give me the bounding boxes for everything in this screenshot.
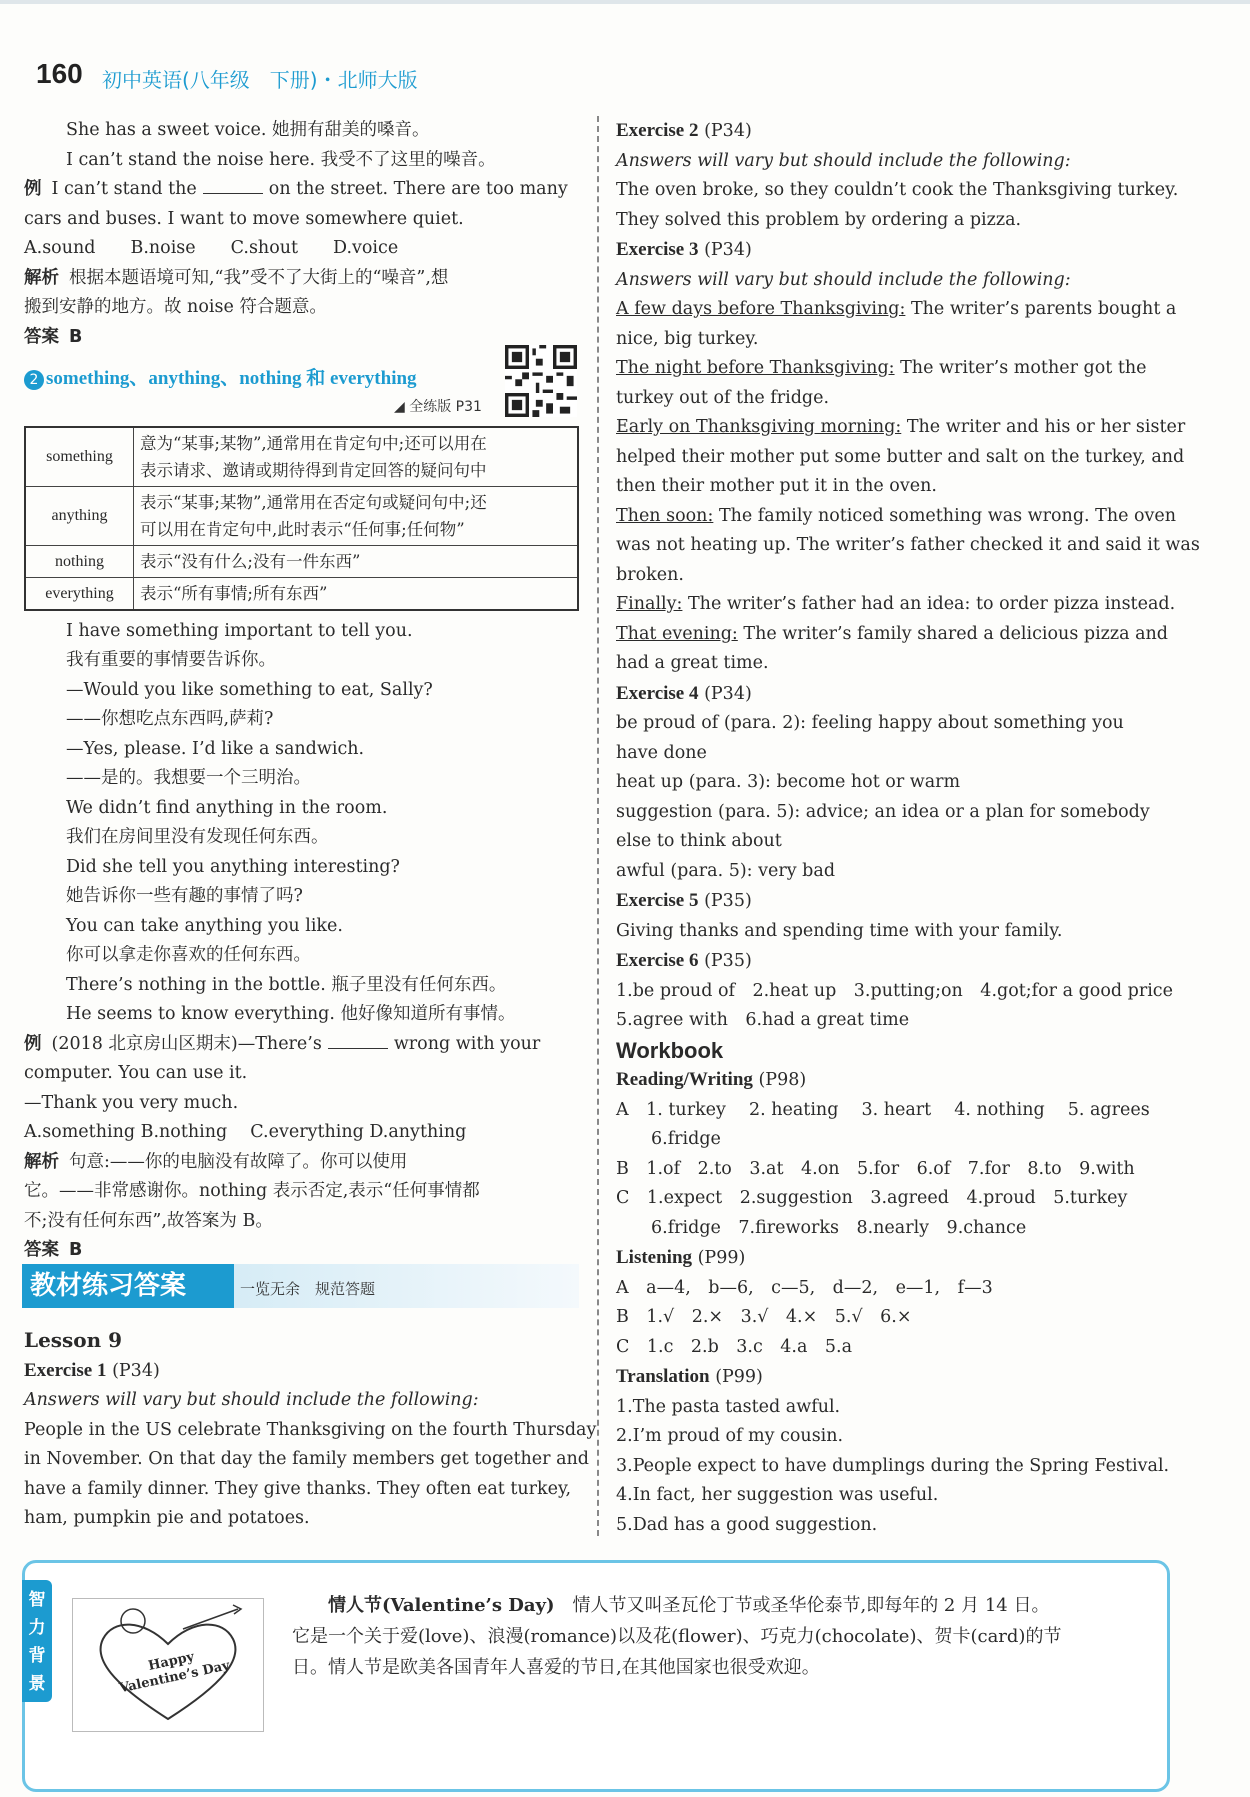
side-tag: 智力背景 [22,1580,52,1702]
table-row: anything 表示“某事;某物”,通常用在否定句或疑问句中;还 可以用在肯定句中,此时表示“任何事;任何物” [25,486,578,545]
example-line: ——是的。我想要一个三明治。 [66,768,311,788]
exercise-note: Answers will vary but should include the following: [616,269,1071,290]
exercise-heading: Exercise 1 (P34) [24,1359,160,1381]
analysis: 解析 根据本题语境可知,“我”受不了大街上的“噪音”,想 [24,267,449,288]
answer-blank [203,179,263,194]
banner-subtitle: 一览无余 规范答题 [240,1280,376,1298]
timeline-item: That evening: The writer’s family shared a delicious pizza and [616,623,1169,644]
answer: 答案 B [24,1240,83,1260]
answer-blank [328,1034,388,1049]
intro-line: She has a sweet voice. 她拥有甜美的嗓音。 [66,120,430,140]
example-line: We didn’t find anything in the room. [66,797,388,818]
example-options: A.something B.nothing C.everything D.anything [24,1122,467,1142]
exercise-heading: Exercise 3 (P34) [616,239,752,260]
example-line: —Yes, please. I’d like a sandwich. [66,738,365,759]
examples-list [24,617,579,1030]
column-divider [597,116,599,1536]
exercise-heading: Exercise 5 (P35) [616,890,752,911]
exercise-heading: Reading/Writing (P98) [616,1069,807,1090]
answer-line: They solved this problem by ordering a pizza. [616,209,1022,230]
analysis-cont: 不;没有任何东西”,故答案为 B。 [24,1210,273,1231]
timeline-item: The night before Thanksgiving: The writer’s mother got the [616,358,1147,378]
background-title: 情人节(Valentine’s Day) [328,1595,555,1616]
analysis-cont: 搬到安静的地方。故 noise 符合题意。 [24,297,327,317]
timeline-item: A few days before Thanksgiving: The writer’s parents bought a [616,299,1177,319]
reference: ◢ 全练版 P31 [394,398,482,415]
example-line: There’s nothing in the bottle. 瓶子里没有任何东西。 [66,974,507,995]
valentine-image [72,1598,264,1732]
example-line: 我们在房间里没有发现任何东西。 [66,827,329,847]
example-line: ——你想吃点东西吗,萨莉? [66,709,274,729]
image-caption: Happy Valentine’s Day [118,1649,232,1697]
exercise-note: Answers will vary but should include the following: [24,1390,479,1410]
exercise-note: Answers will vary but should include the following: [616,150,1071,171]
lesson-block: Lesson 9 Exercise 1 (P34) Answers will vary but should include the following: People in the US celebrate Thanksgiving on the fourth Thursday in November. On that day the family members get together and have a family dinner. They give thanks. They often eat turkey, ham, pumpkin pie and potatoes. [24,1328,597,1528]
right-column: Exercise 2 (P34) Answers will vary but should include the following: The oven broke, so they couldn’t cook the Thanksgiving turkey. They solved this problem by ordering a pizza. Exercise 3 (P34) Answers will vary but should include the following: A few days before Thanksgiving: The writer’s parents bought a nice, big turkey. The night before Thanksgiving: The writer’s mother got the turkey out of the fridge. Early on Thanksgiving morning: The writer and his or her sister helped their mother put some butter and salt on the turkey, and then their mother put it in the oven. Then soon: The family noticed something was wrong. The oven was not heating up. The writer’s father checked it and said it was broken. Finally: The writer’s father had an idea: to order pizza instead. That evening: The writer’s family shared a delicious pizza and had a great time. Exercise 4 (P34) be proud of (para. 2): feeling happy about something you have done heat up (para. 3): become hot or warm suggestion (para. 5): advice; an idea or a plan for somebody else to think about awful (para. 5): very bad Exercise 5 (P35) Giving thanks and spending time with your family. Exercise 6 (P35) 1.be proud of 2.heat up 3.putting;on 4.got;for a good price 5.agree with 6.had a great time Workbook Reading/Writing (P98) A 1. turkey 2. heating 3. heart 4. nothing 5. agrees 6.fridge B 1.of 2.to 3.at 4.on 5.for 6.of 7.for 8.to 9.with C 1.expect 2.suggestion 3.agreed 4.proud 5.turkey 6.fridge 7.fireworks 8.nearly 9.chance Listening (P99) A a—4, b—6, c—5, d—2, e—1, f—3 B 1.√ 2.× 3.√ 4.× 5.√ 6.× C 1.c 2.b 3.c 4.a 5.a Translation (P99) 1.The pasta tasted awful. 2.I’m proud of my cousin. 3.People expect to have dumplings during the Spring Festival. 4.In fact, her suggestion was useful. 5.Dad has a good suggestion. [616,116,1168,1540]
section-number: 2 [24,370,44,390]
exercise-heading: Exercise 2 (P34) [616,120,752,141]
timeline-item: Finally: The writer’s father had an idea: to order pizza instead. [616,594,1176,614]
timeline-item: Early on Thanksgiving morning: The writer and his or her sister [616,417,1186,437]
example-question-cont: —Thank you very much. [24,1092,239,1113]
example-question: 例 I can’t stand the on the street. There are too many [24,179,568,199]
top-border [0,0,1250,4]
example-options: A.sound B.noise C.shout D.voice [24,238,399,258]
section-heading: 2 something、anything、nothing 和 everything [24,364,579,395]
answer: 答案 B [24,326,83,347]
example-line: 我有重要的事情要告诉你。 [66,650,276,670]
table-row: something 意为“某事;某物”,通常用在肯定句中;还可以用在 表示请求、邀请或期待得到肯定回答的疑问句中 [25,427,578,487]
left-column [24,116,579,1266]
example-line: I have something important to tell you. [66,620,413,641]
table-row: everything 表示“所有事情;所有东西” [25,577,578,610]
example-line: 她告诉你一些有趣的事情了吗? [66,886,303,906]
example-question: 例 (2018 北京房山区期末)—There’s wrong with your [24,1033,541,1054]
vocab-table [24,426,579,611]
example-line: He seems to know everything. 他好像知道所有事情。 [66,1004,516,1024]
background-paragraph: 情人节(Valentine’s Day) 情人节又叫圣瓦伦丁节或圣华伦泰节,即每年的 2 月 14 日。 它是一个关于爱(love)、浪漫(romance)以及花(flower)、巧克力(chocolate)、贺卡(card)的节 日。情人节是欧美各国青年人喜爱的节日,在其他国家也很受欢迎。 [292,1595,1062,1678]
page-number: 160 [36,58,83,89]
intro-line: I can’t stand the noise here. 我受不了这里的噪音。 [66,149,496,170]
example-question-cont: computer. You can use it. [24,1063,248,1083]
analysis: 解析 句意:——你的电脑没有故障了。你可以使用 [24,1151,408,1172]
workbook-heading: Workbook [616,1037,724,1063]
exercise-heading: Exercise 6 (P35) [616,950,752,971]
book-title: 初中英语(八年级 下册)・北师大版 [102,68,418,92]
example-line: You can take anything you like. [66,915,343,936]
lesson-title: Lesson 9 [24,1328,123,1352]
exercise-heading: Listening (P99) [616,1247,746,1268]
table-row: nothing 表示“没有什么;没有一件东西” [25,545,578,577]
exercise-heading: Translation (P99) [616,1366,763,1387]
answers-banner: 教材练习答案 [22,1264,234,1308]
example-question-cont: cars and buses. I want to move somewhere quiet. [24,208,464,229]
example-line: Did she tell you anything interesting? [66,856,400,877]
answer-line: The oven broke, so they couldn’t cook the Thanksgiving turkey. [616,180,1179,200]
example-line: —Would you like something to eat, Sally? [66,679,433,700]
example-line: 你可以拿走你喜欢的任何东西。 [66,945,311,965]
exercise-heading: Exercise 4 (P34) [616,682,752,704]
qr-code-icon [505,345,577,417]
timeline-item: Then soon: The family noticed something was wrong. The oven [616,505,1177,526]
analysis-cont: 它。——非常感谢你。nothing 表示否定,表示“任何事情都 [24,1181,480,1201]
